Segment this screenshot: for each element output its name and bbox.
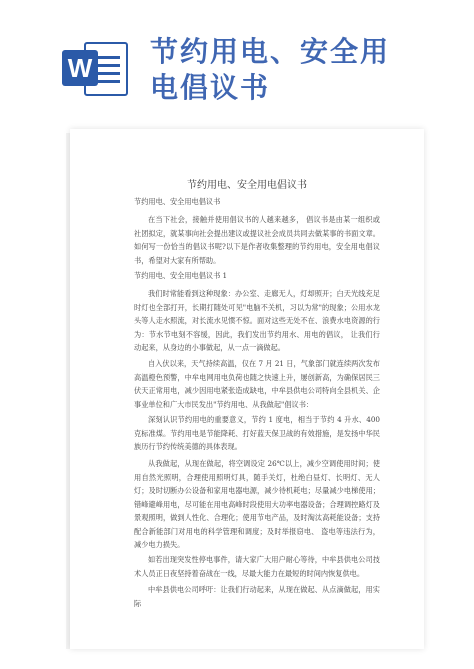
paragraph-body-2: 自入伏以来，天气持续高温，仅在 7 月 21 日，气象部门就连续两次发布高温橙色预警，中牟电网用电负荷也随之快速上升，屡创新高，为确保居民三伏天正常用电，减少因用电紧张造成缺电，中牟县供电公司特向全县机关、企事业单位和广大市民发出"节约用电、从我做起"倡议书： xyxy=(134,359,380,409)
paragraph-body-6: 中牟县供电公司呼吁：让我们行动起来，从现在做起、从点滴做起，用实际 xyxy=(134,585,380,608)
word-document-icon xyxy=(62,38,130,100)
banner-title xyxy=(150,34,450,106)
paragraph-heading-1: 节约用电、安全用电倡议书 1 xyxy=(134,271,228,280)
paragraph-subtitle: 节约用电、安全用电倡议书 xyxy=(134,197,221,206)
document-title: 节约用电、安全用电倡议书 xyxy=(187,180,307,191)
paragraph-body-1: 我们时常能看到这种现象：办公室、走廊无人，灯却照开；白天光线充足时灯也全部打开，长期打随处可见"电脑不关机，习以为常"的现象；公用水龙头等人走水照流，对长流水见惯不惊。面对这些无处不在、浪费水电资源的行为：节水节电刻不容缓，因此，我们发出节约用水、用电的倡议， 让我们行动起来，从身边的小事做起，从一点一滴做起。 xyxy=(134,289,380,352)
document-page xyxy=(70,129,424,649)
word-badge: W xyxy=(62,50,98,86)
banner-title-line-1: 节约用电、安全用 xyxy=(150,35,391,68)
paragraph-body-3: 深刻认识节约用电的重要意义，节约 1 度电，相当于节约 4 升水、400 克标准煤。节约用电是节能降耗、打好蓝天保卫战的有效措施，是发扬中华民族历行节约传统美德的具体表现。 xyxy=(134,415,380,451)
banner xyxy=(0,0,474,120)
paragraph-body-4: 从我做起，从现在做起，将空调设定 26℃以上，减少空调使用时间；使用自然光照明，合理使用照明灯具，随手关灯，杜绝白昼灯、长明灯、无人灯；及时切断办公设备和家用电器电源，减少待机耗电；尽量减少电梯使用；错峰避峰用电，尽可能在用电高峰时段使用大功率电器设备；合理调控路灯及景观照明，做到人性化、合理化；使用节电产品，及时淘汰高耗能设备；支持配合新能部门对用电的科学管理和调度；及时举报窃电、 盗电等违法行为，减少电力损失。 xyxy=(134,459,380,549)
banner-title-line-2: 电倡议书 xyxy=(150,71,271,104)
paragraph-intro: 在当下社会，接触并使用倡议书的人越来越多， 倡议书是由某一组织或社团拟定，就某事向社会提出建议或提议社会成员共同去做某事的书面文章。如何写一份恰当的倡议书呢?以下是作者收集整理的节约用电，安全用电倡议书，希望对大家有所帮助。 xyxy=(134,215,380,265)
paragraph-body-5: 如若出现突发性停电事件，请大家广大用户耐心等待，中牟县供电公司技术人员正日夜坚持着奋战在一线，尽最大能力在最短的时间内恢复供电。 xyxy=(134,555,380,578)
